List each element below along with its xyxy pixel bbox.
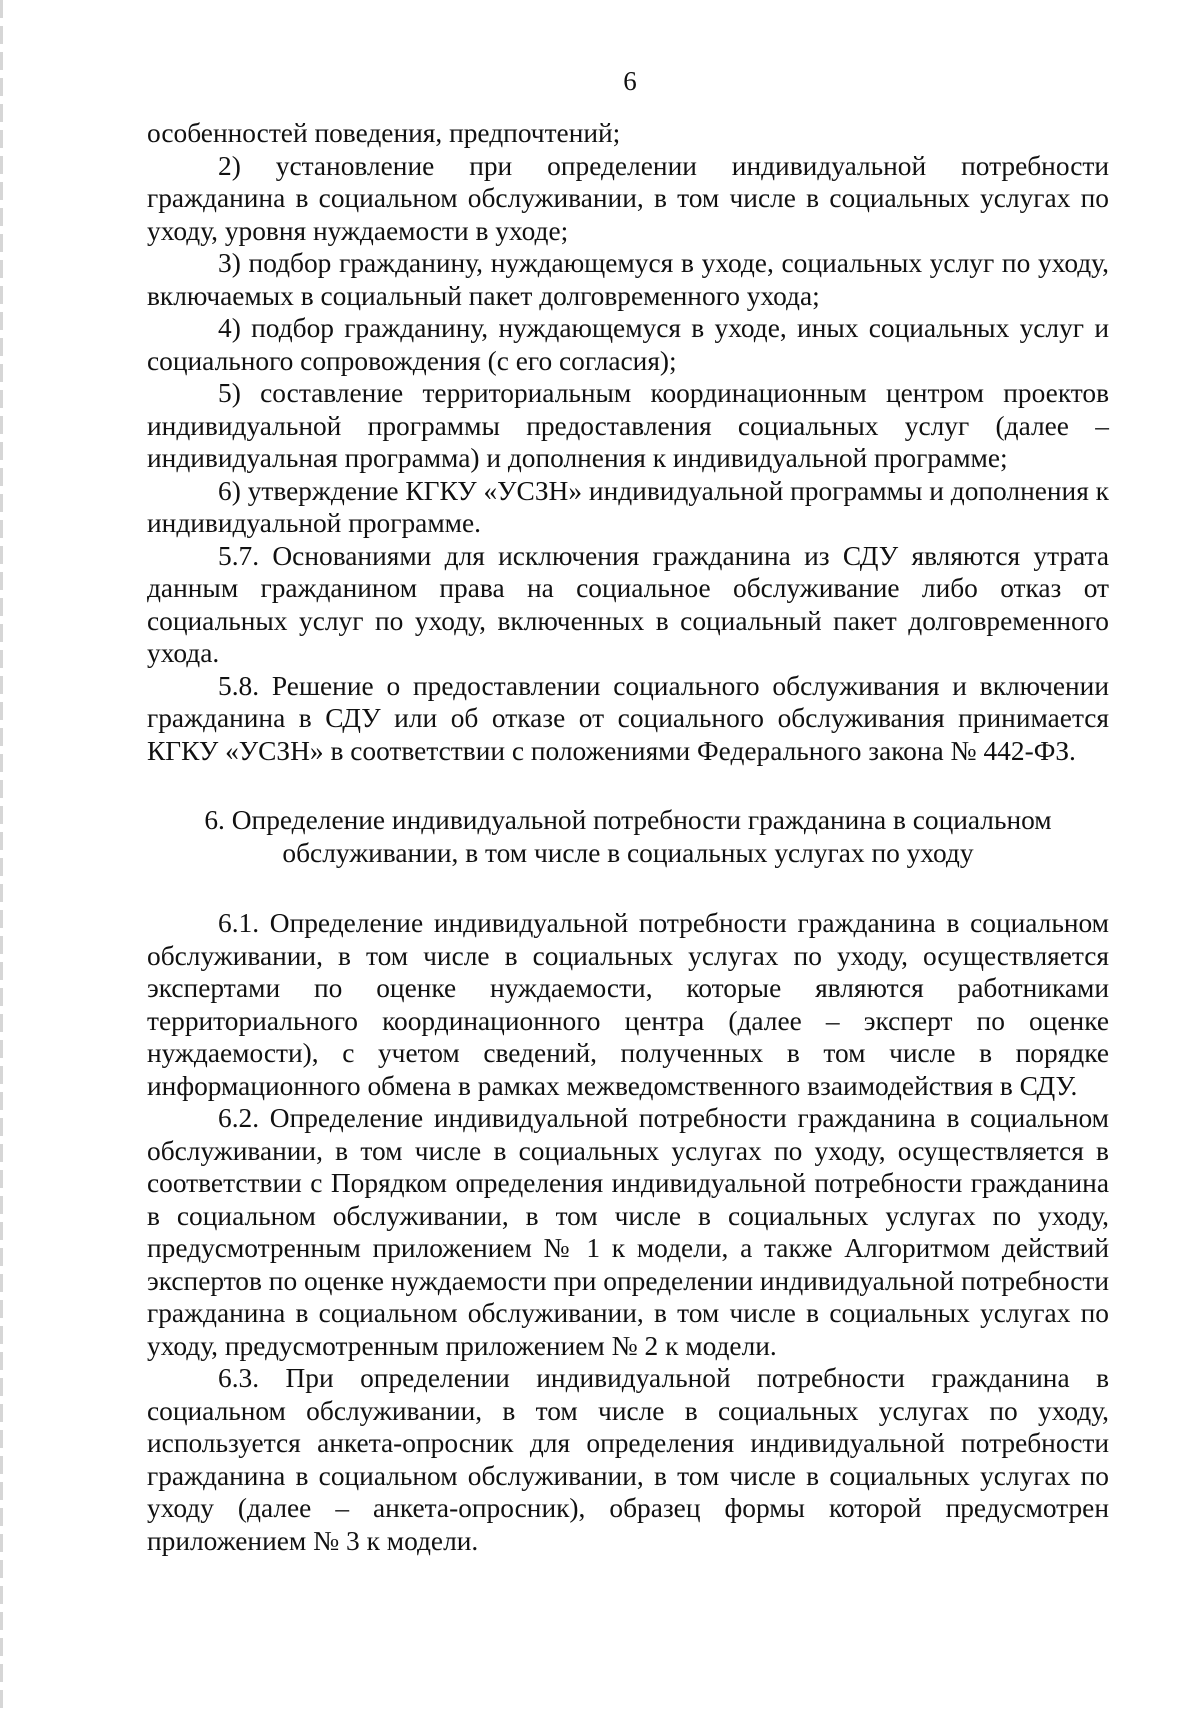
list-item-2: 2) установление при определении индивидуальной потребности гражданина в социальном обслуживании, в том числе в социальных услугах по уходу, уровня нуждаемости в уходе; [147, 150, 1109, 246]
list-item-5: 5) составление территориальным координационным центром проектов индивидуальной программы предоставления социальных услуг (далее – индивидуальная программа) и дополнения к индивидуальной программе; [147, 378, 1109, 473]
list-item-4: 4) подбор гражданину, нуждающемуся в уходе, иных социальных услуг и социального сопровождения (с его согласия); [147, 313, 1109, 376]
clause-5-8: 5.8. Решение о предоставлении социального обслуживания и включении гражданина в СДУ или об отказе от социального обслуживания принимается КГКУ «УСЗН» в соответствии с положениями Федерального закона № 442-ФЗ. [147, 670, 1109, 766]
clause-6-3: 6.3. При определении индивидуальной потребности гражданина в социальном обслуживании, в том числе в социальных услугах по уходу, используется анкета-опросник для определения индивидуальной потребности гражданина в социальном обслуживании, в том числе в социальных услугах по уходу (далее – анкета-опросник), образец формы которой предусмотрен приложением № 3 к модели. [147, 1363, 1109, 1556]
scan-edge-artifact [0, 0, 3, 1712]
clause-5-7: 5.7. Основаниями для исключения гражданина из СДУ являются утрата данным гражданином права на социальное обслуживание либо отказ от социальных услуг по уходу, включенных в социальный пакет долговременного ухода. [147, 540, 1109, 668]
clause-6-1: 6.1. Определение индивидуальной потребности гражданина в социальном обслуживании, в том числе в социальных услугах по уходу, осуществляется экспертами по оценке нуждаемости, которые являются работниками территориального координационного центра (далее – эксперт по оценке нуждаемости), с учетом сведений, полученных в том числе в порядке информационного обмена в рамках межведомственного взаимодействия в СДУ. [147, 908, 1109, 1101]
clause-6-2: 6.2. Определение индивидуальной потребности гражданина в социальном обслуживании, в том числе в социальных услугах по уходу, осуществляется в соответствии с Порядком определения индивидуальной потребности гражданина в социальном обслуживании, в том числе в социальных услугах по уходу, предусмотренным приложением № 1 к модели, а также Алгоритмом действий экспертов по оценке нуждаемости при определении индивидуальной потребности гражданина в социальном обслуживании, в том числе в социальных услугах по уходу, предусмотренным приложением № 2 к модели. [147, 1103, 1109, 1361]
document-body [147, 117, 1109, 1557]
list-item-6: 6) утверждение КГКУ «УСЗН» индивидуальной программы и дополнения к индивидуальной программе. [147, 475, 1109, 538]
paragraph-continuation: особенностей поведения, предпочтений; [147, 118, 621, 148]
section-heading: 6. Определение индивидуальной потребности гражданина в социальном обслуживании, в том числе в социальных услугах по уходу [204, 805, 1052, 868]
page-number: 6 [623, 66, 637, 96]
list-item-3: 3) подбор гражданину, нуждающемуся в уходе, социальных услуг по уходу, включаемых в социальный пакет долговременного ухода; [147, 248, 1109, 311]
